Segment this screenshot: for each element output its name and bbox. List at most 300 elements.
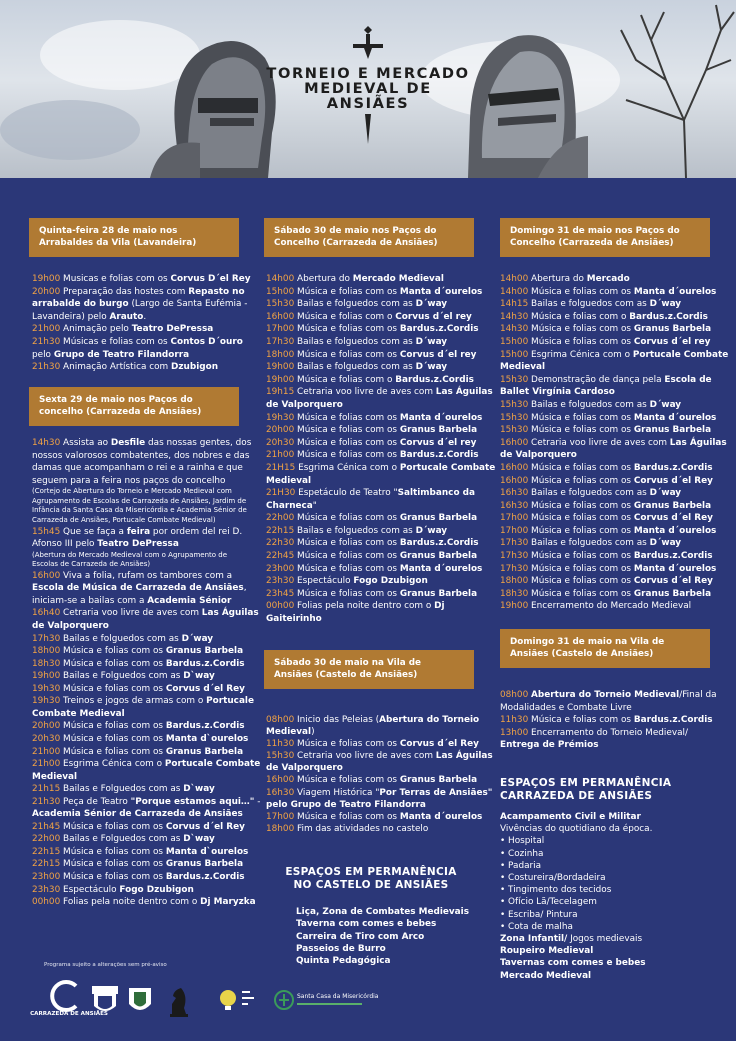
schedule-text: , (243, 583, 247, 594)
schedule-text: Música e folias com os (297, 437, 400, 448)
schedule-text: Música e folias com os (297, 811, 400, 822)
schedule-text: Cetraria voo livre de aves com (531, 437, 670, 448)
schedule-line (266, 750, 493, 762)
schedule-line (32, 683, 244, 696)
performer-name: Bardus.z.Cordis (629, 311, 708, 322)
schedule-text: Música e folias com os (531, 412, 634, 423)
header-line: Ansiães (Castelo de Ansiães) (274, 670, 418, 680)
performer-name: Escola de Música de Carrazeda de Ansiães (32, 583, 244, 594)
schedule-line (32, 896, 256, 909)
schedule-text: Inicio das Peleias ( (297, 715, 380, 725)
schedule-time: 19h30 (266, 412, 295, 423)
schedule-line (32, 450, 250, 463)
schedule-text: Música e folias com os (63, 821, 166, 832)
schedule-time: 20h00 (32, 721, 61, 732)
schedule-line (32, 475, 244, 488)
schedule-text: Música e folias com os (297, 739, 400, 750)
schedule-time: 15h30 (500, 425, 529, 436)
heading-line: ESPAÇOS EM PERMANÊNCIA (500, 777, 672, 789)
schedule-line (500, 835, 720, 847)
schedule-time: 14h00 (266, 274, 295, 284)
schedule-line (266, 449, 481, 462)
schedule-line (32, 538, 244, 551)
schedule-text: Bailas e folguedos com as (531, 399, 650, 410)
schedule-line (500, 848, 720, 860)
schedule-line (266, 575, 481, 588)
school-shield-logo (125, 982, 155, 1020)
schedule-line (500, 537, 725, 550)
schedule-time: 22h15 (32, 859, 61, 870)
header-line: Domingo 31 de maio nos Paços do (510, 226, 680, 236)
disclaimer-note: Programa sujeito a alterações sem pré-aviso (44, 962, 167, 968)
schedule-text: Jogos medievais (567, 934, 643, 945)
coat-of-arms-icon (88, 982, 122, 1020)
performer-name: Bardus.z.Cordis (399, 538, 479, 549)
title-line-1: TORNEIO E MERCADO (266, 65, 470, 82)
performer-name: Bardus.z.Cordis (633, 715, 713, 726)
schedule-time: 00h00 (32, 897, 61, 908)
schedule-line (32, 273, 251, 286)
schedule-text: ) (311, 727, 315, 738)
schedule-time: 22h00 (32, 834, 61, 845)
schedule-line (266, 437, 481, 450)
schedule-text: Encerramento do Mercado Medieval (531, 601, 692, 612)
schedule-text: Bailas e folguedos com as (531, 488, 650, 499)
schedule-line (32, 336, 244, 349)
header-line: concelho (Carrazeda de Ansiães) (39, 407, 202, 417)
performer-name: arrabalde do burgo (32, 299, 129, 310)
performer-name: Tavernas com comes e bebes (500, 958, 646, 969)
schedule-text: Cetraria voo livre de aves com (63, 608, 202, 619)
performer-name: Granus Barbela (165, 859, 244, 870)
schedule-time: 19h00 (266, 374, 295, 385)
schedule-time: 20h00 (266, 425, 295, 436)
schedule-time: 19h00 (32, 671, 61, 682)
schedule-line (266, 475, 481, 488)
schedule-time: 22h00 (266, 513, 295, 524)
schedule-text: Bailas e folguedos com as (531, 299, 650, 310)
schedule-line (32, 771, 244, 784)
performer-name: Bardus.z.Cordis (633, 551, 713, 562)
header-line: Domingo 31 de maio na Vila de (510, 637, 665, 647)
schedule-time: 16h40 (32, 608, 61, 619)
schedule-text: • Cota de malha (500, 921, 573, 932)
permanent-spaces-castelo-list (296, 906, 476, 967)
schedule-text: • Tingimento dos tecidos (500, 885, 612, 896)
hero-banner (0, 0, 736, 178)
schedule-time: 15h30 (500, 412, 529, 423)
schedule-line (266, 799, 481, 811)
list-item: Taverna com comes e bebes (296, 919, 437, 930)
schedule-time: 15h30 (266, 751, 295, 762)
schedule-time: 13h00 (500, 727, 529, 738)
schedule-time: 17h00 (500, 513, 529, 524)
schedule-line (500, 588, 725, 601)
performer-name: D´way (181, 633, 214, 644)
schedule-time: 16h30 (266, 787, 295, 798)
performer-name: de Valporquero (266, 399, 343, 410)
schedule-line (266, 762, 481, 774)
schedule-line (500, 311, 725, 324)
day-header-sunday-castelo (500, 629, 710, 668)
schedule-line (32, 361, 244, 374)
performer-name: Grupo de Teatro Filandorra (53, 349, 190, 360)
performer-name: Portucale Combate (164, 759, 261, 770)
schedule-time: 22h15 (266, 525, 295, 536)
schedule-time: 19h00 (500, 601, 529, 612)
schedule-text: Que se faça a (63, 526, 127, 537)
performer-name: "Porque estamos aqui…" (130, 796, 255, 807)
schedule-line (32, 349, 244, 362)
schedule-text: Música e folias com os (531, 324, 634, 335)
schedule-line (32, 846, 249, 859)
performer-name: Bardus.z.Cordis (633, 462, 713, 473)
shield-icon (125, 982, 155, 1020)
header-line: Sexta 29 de maio nos Paços do (39, 395, 193, 405)
schedule-time: 15h00 (500, 349, 529, 360)
performer-name: Teatro DePressa (97, 539, 179, 550)
performer-name: Medieval (266, 727, 312, 738)
schedule-text: Modalidades e Combate Livre (500, 702, 632, 713)
performer-name: Las Águilas (669, 437, 727, 448)
schedule-line (266, 311, 481, 324)
schedule-time: 20h30 (32, 733, 61, 744)
schedule-text: Música e folias com os (297, 513, 400, 524)
schedule-line (500, 386, 725, 399)
schedule-text: Animação Artística com (63, 362, 172, 373)
performer-name: Contos D´ouro (170, 336, 243, 347)
schedule-time: 15h30 (500, 399, 529, 410)
schedule-text: Música e folias com os (531, 475, 634, 486)
schedule-text: Música e folias com os (297, 425, 400, 436)
performer-name: Abertura do Torneio Medieval (531, 690, 680, 700)
schedule-line (32, 884, 244, 897)
performer-name: Manta d´ourelos (633, 563, 717, 574)
schedule-text: pelo (32, 349, 54, 360)
schedule-line (32, 746, 244, 759)
schedule-text: Folias pela noite dentro com o (297, 601, 435, 612)
schedule-time: 22h45 (266, 551, 295, 562)
schedule-time: 08h00 (500, 690, 529, 700)
schedule-line (32, 658, 244, 671)
schedule-text: Música e folias com os (297, 588, 400, 599)
performer-name: Manta d´ourelos (399, 412, 483, 423)
schedule-time: 19h00 (32, 274, 61, 284)
schedule-line (500, 689, 725, 702)
schedule-saturday-pacos (266, 273, 496, 626)
schedule-line (500, 600, 725, 613)
schedule-text: Bailas e folguedos com as (297, 362, 416, 373)
schedule-line (32, 808, 244, 821)
performer-name: Manta d`ourelos (165, 846, 249, 857)
schedule-line (32, 633, 244, 646)
schedule-line (500, 575, 725, 588)
schedule-time: 18h30 (32, 658, 61, 669)
performer-name: Corvus d´el rey (633, 336, 711, 347)
schedule-line (266, 336, 481, 349)
schedule-time: 11h30 (266, 739, 295, 750)
schedule-text: Música e folias com os (297, 775, 400, 786)
schedule-text: Treinos e jogos de armas com o (63, 696, 207, 707)
schedule-time: 17h30 (500, 538, 529, 549)
performer-name: Mercado Medieval (500, 970, 592, 981)
schedule-time: 16h00 (500, 462, 529, 473)
schedule-line (266, 823, 481, 835)
schedule-line (266, 399, 481, 412)
performer-name: Abertura do Torneio (379, 715, 480, 725)
schedule-time: 21H30 (266, 488, 296, 499)
performer-name: Manta d´ourelos (633, 525, 717, 536)
schedule-text: Música e folias com os (531, 513, 634, 524)
schedule-text: Música e folias com os (63, 733, 166, 744)
schedule-time: 20h00 (32, 286, 61, 297)
schedule-line (500, 512, 725, 525)
schedule-line (32, 582, 247, 595)
schedule-text: Música e folias com os (531, 588, 634, 599)
schedule-time: 21h00 (32, 746, 61, 757)
schedule-time: 21h00 (32, 324, 61, 335)
schedule-line (500, 884, 720, 896)
schedule-text: Música e folias com os (63, 746, 166, 757)
schedule-text: Música e folias com os (63, 846, 166, 857)
schedule-time: 18h00 (32, 646, 61, 657)
schedule-text: Música e folias com os (531, 576, 634, 587)
schedule-line (500, 424, 725, 437)
performer-name: Granus Barbela (633, 324, 712, 335)
schedule-time: 21h00 (32, 759, 61, 770)
schedule-time: 23h00 (32, 871, 61, 882)
schedule-sunday-castelo (500, 689, 725, 752)
schedule-time: 17h30 (266, 336, 295, 347)
schedule-text: Música e folias com os (63, 871, 166, 882)
schedule-line (32, 506, 247, 516)
list-item: Liça, Zona de Combates Medievais (296, 907, 469, 917)
performer-name: Corvus d´el rey (399, 349, 477, 360)
schedule-line (266, 537, 481, 550)
schedule-text: Música e folias com os (531, 525, 634, 536)
schedule-line (32, 620, 244, 633)
schedule-text: Bailas e Folguedos com as (63, 834, 184, 845)
performer-name: Repasto no (188, 286, 245, 297)
schedule-text: Músicas e folias com os (63, 336, 171, 347)
schedule-text: Escolas de Carrazeda de Ansiães) (32, 560, 151, 569)
schedule-text: • Costureira/Bordadeira (500, 873, 606, 884)
schedule-line (500, 909, 720, 921)
performer-name: Manta d´ourelos (399, 286, 483, 297)
performer-name: Corvus d´el Rey (633, 475, 713, 486)
schedule-friday (32, 437, 261, 909)
schedule-time: 16h30 (500, 500, 529, 511)
schedule-line (500, 374, 725, 387)
schedule-line (266, 726, 481, 738)
schedule-time: 16h30 (500, 488, 529, 499)
performer-name: Granus Barbela (633, 588, 712, 599)
schedule-text: (Largo de Santa Eufémia - (128, 299, 248, 310)
schedule-time: 14h30 (32, 438, 61, 448)
performer-name: Escola de (664, 374, 712, 385)
header-line: Concelho (Carrazeda de Ansiães) (274, 238, 438, 248)
academia-logo (208, 982, 264, 1020)
schedule-text: Música e folias com o (297, 311, 396, 322)
schedule-line (32, 796, 261, 809)
schedule-line (32, 708, 244, 721)
logo-text: CARRAZEDA DE ANSIÃES (30, 1011, 108, 1017)
schedule-text: damas que acompanham o rei e a rainha e que (32, 463, 243, 474)
schedule-text: Música e folias com os (297, 349, 400, 360)
schedule-time: 21h30 (32, 796, 61, 807)
schedule-line (500, 823, 720, 835)
schedule-time: 08h00 (266, 715, 295, 725)
schedule-time: 15h30 (266, 299, 295, 310)
schedule-time: 21h30 (32, 362, 61, 373)
event-title (250, 66, 486, 111)
performer-name: Teatro DePressa (131, 324, 214, 335)
schedule-text: Esgrima Cénica com o (531, 349, 633, 360)
schedule-time: 17h00 (266, 324, 295, 335)
performer-name: Corvus d´el Rey (399, 739, 479, 750)
schedule-text: Música e folias com os (531, 336, 634, 347)
schedule-line (500, 462, 725, 475)
schedule-time: 21H15 (266, 462, 296, 473)
schedule-thursday (32, 273, 251, 374)
schedule-text: Música e folias com os (63, 859, 166, 870)
schedule-time: 21h00 (266, 450, 295, 461)
schedule-time: 23h30 (266, 576, 295, 587)
schedule-time: 18h00 (266, 349, 295, 360)
schedule-text: " (312, 500, 317, 511)
schedule-time: 21h45 (32, 821, 61, 832)
schedule-time: 17h30 (32, 633, 61, 644)
schedule-line (500, 437, 725, 450)
schedule-text: Música e folias com os (297, 412, 400, 423)
schedule-text: Música e folias com o (531, 311, 630, 322)
chess-knight-logo (164, 982, 194, 1020)
schedule-line (500, 273, 725, 286)
schedule-text: Música e folias com os (531, 500, 634, 511)
cloud (0, 100, 140, 160)
schedule-time: 19h30 (32, 696, 61, 707)
performer-name: Ballet Virgínia Cardoso (500, 387, 615, 398)
schedule-text: Bailas e Folguedos com as (63, 784, 184, 795)
performer-name: Corvus d´el Rey (165, 821, 245, 832)
schedule-time: 19h30 (32, 683, 61, 694)
schedule-text: Assista ao (63, 438, 111, 448)
schedule-line (32, 487, 244, 497)
list-item: Passeios de Burro (296, 943, 386, 954)
schedule-time: 17h30 (500, 551, 529, 562)
performer-name: Medieval (500, 362, 546, 373)
performer-name: Portucale Combate (632, 349, 729, 360)
lightbulb-icon (208, 982, 264, 1020)
schedule-line (500, 550, 725, 563)
schedule-line (500, 487, 725, 500)
header-line: Quinta-feira 28 de maio nos (39, 226, 178, 236)
heading-line: CARRAZEDA DE ANSIÃES (500, 790, 653, 802)
schedule-time: 15h45 (32, 526, 61, 537)
schedule-time: 18h00 (500, 576, 529, 587)
list-item: Carreira de Tiro com Arco (296, 931, 425, 942)
performer-name: D`way (183, 784, 215, 795)
header-line: Sábado 30 de maio nos Paços do (274, 226, 437, 236)
schedule-saturday-castelo (266, 714, 493, 835)
schedule-text: Música e folias com os (531, 286, 634, 297)
performer-name: Desfile (110, 438, 146, 448)
schedule-line (266, 738, 481, 750)
schedule-line (32, 496, 247, 507)
schedule-text: Carrazeda de Ansiães, Portucale Combate Medieval) (32, 515, 216, 524)
schedule-line (32, 607, 259, 620)
schedule-line (266, 787, 493, 799)
schedule-text: Bailas e folguedos com as (297, 525, 416, 536)
performer-name: Saltimbanco da (397, 488, 475, 499)
schedule-line (266, 361, 481, 374)
schedule-text: Música e folias com o (297, 374, 396, 385)
schedule-time: 19h00 (266, 362, 295, 373)
schedule-time: 23h00 (266, 563, 295, 574)
title-line-3: ANSIÃES (326, 95, 410, 112)
title-line-2: MEDIEVAL DE (304, 80, 432, 97)
schedule-time: 14h30 (500, 311, 529, 322)
schedule-line (500, 298, 725, 311)
performer-name: Dj (434, 601, 445, 612)
permanent-spaces-carrazeda-heading (490, 777, 690, 803)
schedule-text: Esgrima Cénica com o (298, 462, 400, 473)
schedule-time: 23h30 (32, 884, 61, 895)
header-line: Sábado 30 de maio na Vila de (274, 658, 421, 668)
day-header-sunday-pacos (500, 218, 710, 257)
schedule-time: 22h15 (32, 846, 61, 857)
schedule-time: 21h15 (32, 784, 61, 795)
schedule-line (32, 526, 244, 539)
schedule-text: • Padaria (500, 860, 542, 871)
schedule-line (500, 921, 720, 933)
schedule-line (32, 286, 244, 299)
schedule-text: Música e folias com os (531, 425, 634, 436)
schedule-text: (Cortejo de Abertura do Torneio e Mercado Medieval com (32, 487, 232, 496)
performer-name: Por Terras de Ansiães" (379, 787, 493, 798)
schedule-line (266, 600, 481, 613)
schedule-line (500, 739, 725, 752)
performer-name: Arauto (109, 311, 144, 322)
schedule-text: Bailas e folguedos com as (531, 538, 650, 549)
permanent-spaces-carrazeda-list (500, 811, 720, 982)
schedule-text: Peça de Teatro (63, 796, 131, 807)
performer-name: Granus Barbela (399, 513, 478, 524)
performer-name: Granus Barbela (399, 775, 478, 786)
schedule-line (32, 733, 249, 746)
schedule-text: Viva a folia, rufam os tambores com a (63, 570, 233, 581)
schedule-line (266, 512, 481, 525)
schedule-line (266, 500, 481, 513)
schedule-line (266, 774, 481, 786)
header-line: Arrabaldes da Vila (Lavandeira) (39, 238, 197, 248)
performer-name: Charneca (266, 500, 313, 511)
schedule-text: • Escriba/ Pintura (500, 909, 578, 920)
performer-name: Las Águilas (435, 387, 493, 398)
performer-name: Corvus d´el rey (395, 311, 472, 322)
performer-name: Granus Barbela (399, 551, 478, 562)
performer-name: Bardus.z.Cordis (395, 374, 474, 385)
coat-of-arms-logo (88, 982, 122, 1020)
schedule-time: 18h30 (500, 588, 529, 599)
schedule-text: Demonstração de dança pela (531, 374, 665, 385)
schedule-line (266, 613, 481, 626)
schedule-text: das nossas gentes, dos (145, 438, 252, 448)
schedule-text: • Cozinha (500, 848, 544, 859)
performer-name: D´way (649, 299, 682, 310)
schedule-text: Música e folias com os (63, 683, 166, 694)
performer-name: Manta d´ourelos (399, 563, 483, 574)
